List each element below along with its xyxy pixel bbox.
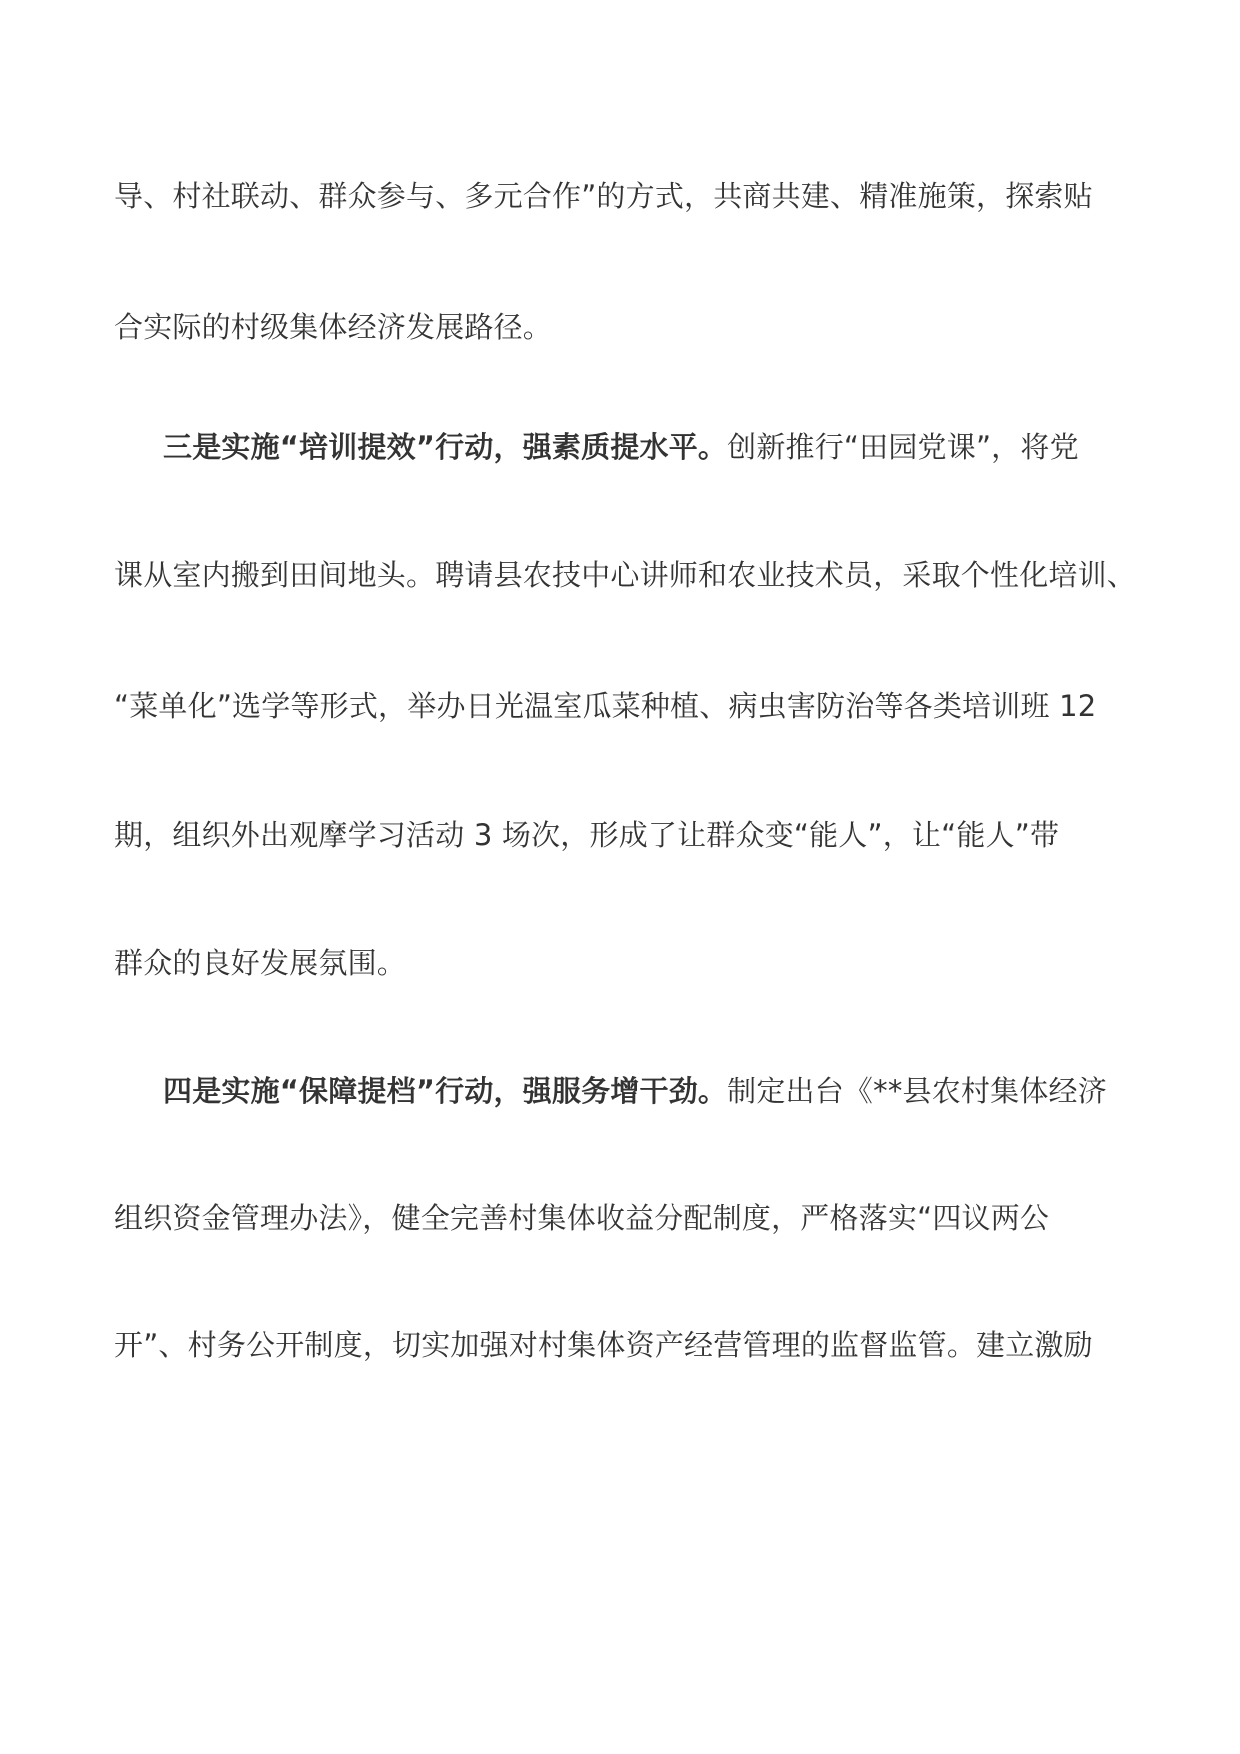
text-line: 课从室内搬到田间地头。聘请县农技中心讲师和农业技术员，采取个性化培训、 <box>114 558 1137 592</box>
text-line: 合实际的村级集体经济发展路径。 <box>114 310 553 344</box>
text-line: 开”、村务公开制度，切实加强对村集体资产经营管理的监督监管。建立激励 <box>114 1328 1093 1362</box>
paragraph-3-first-line <box>163 427 1203 467</box>
text-line: 组织资金管理办法》，健全完善村集体收益分配制度，严格落实“四议两公 <box>114 1201 1050 1235</box>
paragraph-4-text: 制定出台《**县农村集体经济 <box>727 1074 1107 1108</box>
text-line: 导、村社联动、群众参与、多元合作”的方式，共商共建、精准施策，探索贴 <box>114 179 1093 213</box>
paragraph-4-heading: 四是实施“保障提档”行动，强服务增干劲。 <box>163 1074 728 1108</box>
text-line: 期，组织外出观摩学习活动 3 场次，形成了让群众变“能人”，让“能人”带 <box>114 818 1060 852</box>
text-line: 群众的良好发展氛围。 <box>114 946 407 980</box>
paragraph-3-heading: 三是实施“培训提效”行动，强素质提水平。 <box>163 430 728 464</box>
paragraph-4-first-line <box>163 1071 1203 1111</box>
paragraph-3-text: 创新推行“田园党课”，将党 <box>727 430 1079 464</box>
text-line: “菜单化”选学等形式，举办日光温室瓜菜种植、病虫害防治等各类培训班 12 <box>114 689 1097 723</box>
